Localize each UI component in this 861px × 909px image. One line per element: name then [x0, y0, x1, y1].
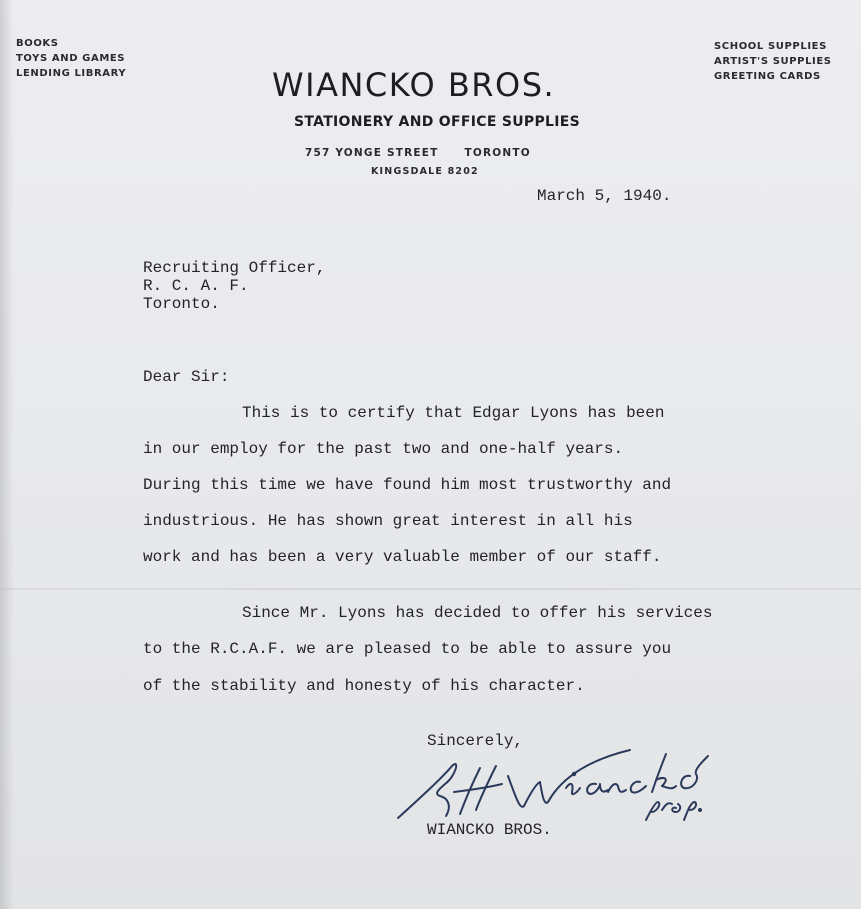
letterhead-left-item: LENDING LIBRARY — [16, 68, 127, 79]
salutation: Dear Sir: — [143, 368, 230, 386]
body-line: This is to certify that Edgar Lyons has been — [242, 404, 665, 422]
recipient-line: R. C. A. F. — [143, 277, 249, 295]
company-signoff: WIANCKO BROS. — [427, 821, 552, 839]
page-edge-shadow — [0, 0, 14, 909]
handwritten-signature — [390, 736, 730, 831]
body-line: Since Mr. Lyons has decided to offer his services — [242, 604, 713, 622]
letter-date: March 5, 1940. — [537, 187, 672, 205]
body-line: of the stability and honesty of his character. — [143, 677, 585, 695]
body-line: to the R.C.A.F. we are pleased to be able to assure you — [143, 640, 672, 658]
closing: Sincerely, — [427, 732, 524, 750]
recipient-line: Toronto. — [143, 295, 220, 313]
letterhead-left-list — [16, 36, 126, 81]
company-address — [305, 147, 531, 159]
body-line: industrious. He has shown great interest in all his — [143, 512, 633, 530]
recipient-line: Recruiting Officer, — [143, 259, 326, 277]
letterhead-left-item: TOYS AND GAMES — [16, 53, 126, 64]
company-name: WIANCKO BROS. — [272, 66, 556, 104]
paper-fold-crease — [0, 588, 861, 590]
letterhead-right-item: ARTIST'S SUPPLIES — [714, 56, 832, 67]
address-city: TORONTO — [464, 147, 531, 159]
letterhead-left-item: BOOKS — [16, 38, 59, 49]
letterhead-right-list — [714, 39, 832, 84]
letterhead-right-item: SCHOOL SUPPLIES — [714, 41, 827, 52]
address-street: 757 YONGE STREET — [305, 147, 439, 159]
company-phone: KINGSDALE 8202 — [371, 166, 479, 177]
body-line: in our employ for the past two and one-half years. — [143, 440, 624, 458]
company-tagline: STATIONERY AND OFFICE SUPPLIES — [294, 114, 581, 130]
body-line: During this time we have found him most trustworthy and — [143, 476, 672, 494]
body-line: work and has been a very valuable member of our staff. — [143, 548, 662, 566]
letterhead-right-item: GREETING CARDS — [714, 71, 821, 82]
